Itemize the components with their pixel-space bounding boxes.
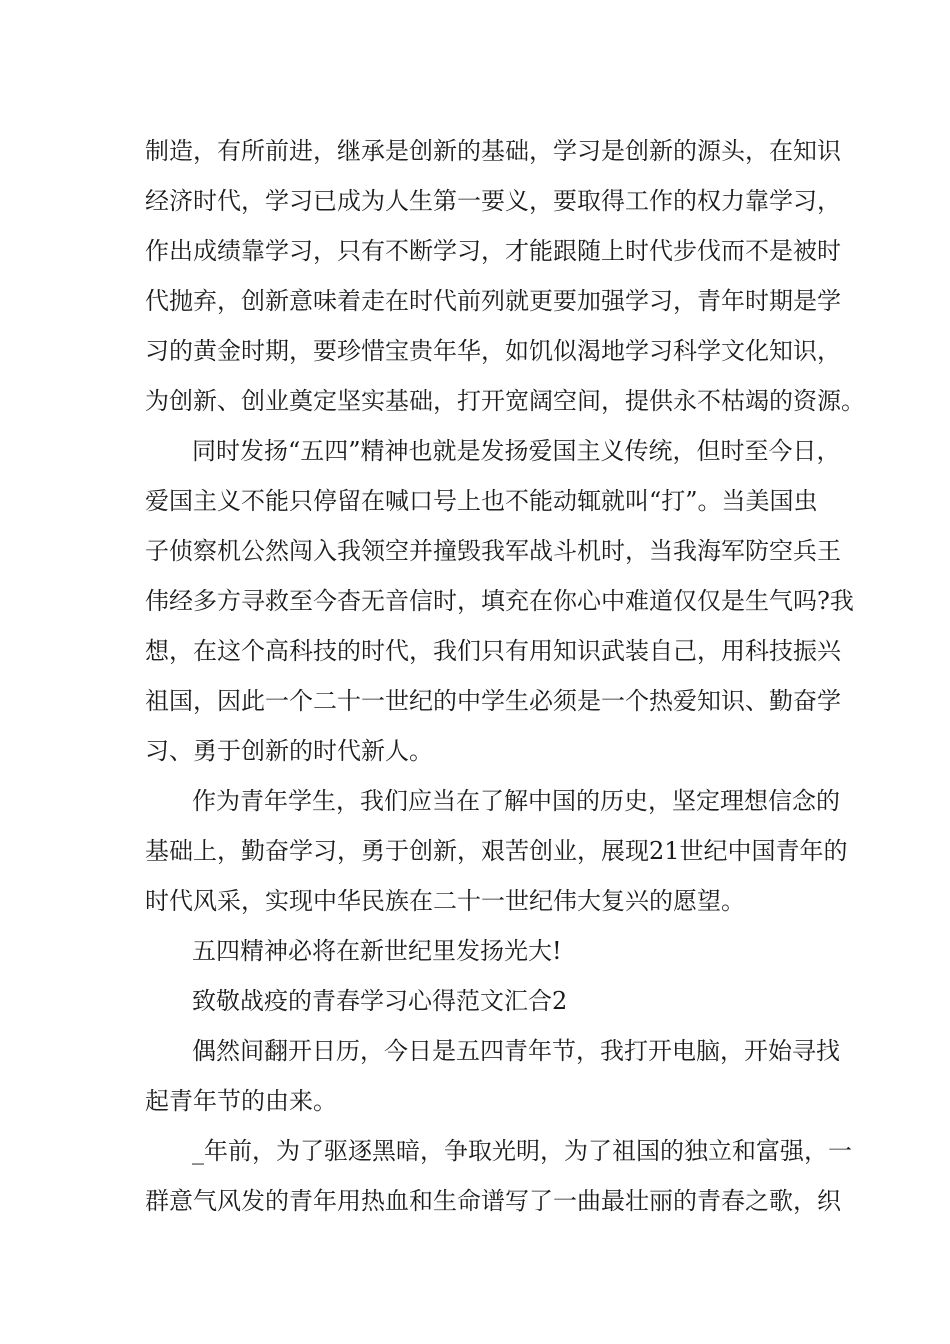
paragraph-first-line: 作为青年学生，我们应当在了解中国的历史，坚定理想信念的 — [192, 787, 840, 815]
body-text-line: 起青年节的由来。 — [145, 1087, 337, 1115]
body-text-line: 想，在这个高科技的时代，我们只有用知识武装自己，用科技振兴 — [145, 637, 841, 665]
paragraph-first-line: 偶然间翻开日历，今日是五四青年节，我打开电脑，开始寻找 — [192, 1037, 840, 1065]
section-heading: 致敬战疫的青春学习心得范文汇合2 — [192, 987, 568, 1015]
body-text-line: 习的黄金时期，要珍惜宝贵年华，如饥似渴地学习科学文化知识， — [145, 337, 841, 365]
body-text-line: 伟经多方寻救至今杳无音信时，填充在你心中难道仅仅是生气吗?我 — [145, 587, 854, 615]
body-text-line: 子侦察机公然闯入我领空并撞毁我军战斗机时，当我海军防空兵王 — [145, 537, 841, 565]
paragraph-first-line: 同时发扬“五四”精神也就是发扬爱国主义传统，但时至今日， — [192, 437, 841, 465]
body-text-line: 时代风采，实现中华民族在二十一世纪伟大复兴的愿望。 — [145, 887, 745, 915]
body-text-line: 作出成绩靠学习，只有不断学习，才能跟随上时代步伐而不是被时 — [145, 237, 841, 265]
paragraph-first-line: _年前，为了驱逐黑暗，争取光明，为了祖国的独立和富强，一 — [192, 1137, 852, 1165]
body-text-line: 习、勇于创新的时代新人。 — [145, 737, 433, 765]
body-text-line: 经济时代，学习已成为人生第一要义，要取得工作的权力靠学习， — [145, 187, 841, 215]
body-text-line: 基础上，勤奋学习，勇于创新，艰苦创业，展现21世纪中国青年的 — [145, 837, 848, 865]
body-text-line: 祖国，因此一个二十一世纪的中学生必须是一个热爱知识、勤奋学 — [145, 687, 841, 715]
body-text-line: 为创新、创业奠定坚实基础，打开宽阔空间，提供永不枯竭的资源。 — [145, 387, 865, 415]
body-text-line: 制造，有所前进，继承是创新的基础，学习是创新的源头，在知识 — [145, 137, 841, 165]
body-text-line: 代抛弃，创新意味着走在时代前列就更要加强学习，青年时期是学 — [145, 287, 841, 315]
body-text-line: 群意气风发的青年用热血和生命谱写了一曲最壮丽的青春之歌，织 — [145, 1187, 841, 1215]
paragraph-first-line: 五四精神必将在新世纪里发扬光大! — [192, 937, 562, 965]
body-text-line: 爱国主义不能只停留在喊口号上也不能动辄就叫“打”。当美国虫 — [145, 487, 818, 515]
